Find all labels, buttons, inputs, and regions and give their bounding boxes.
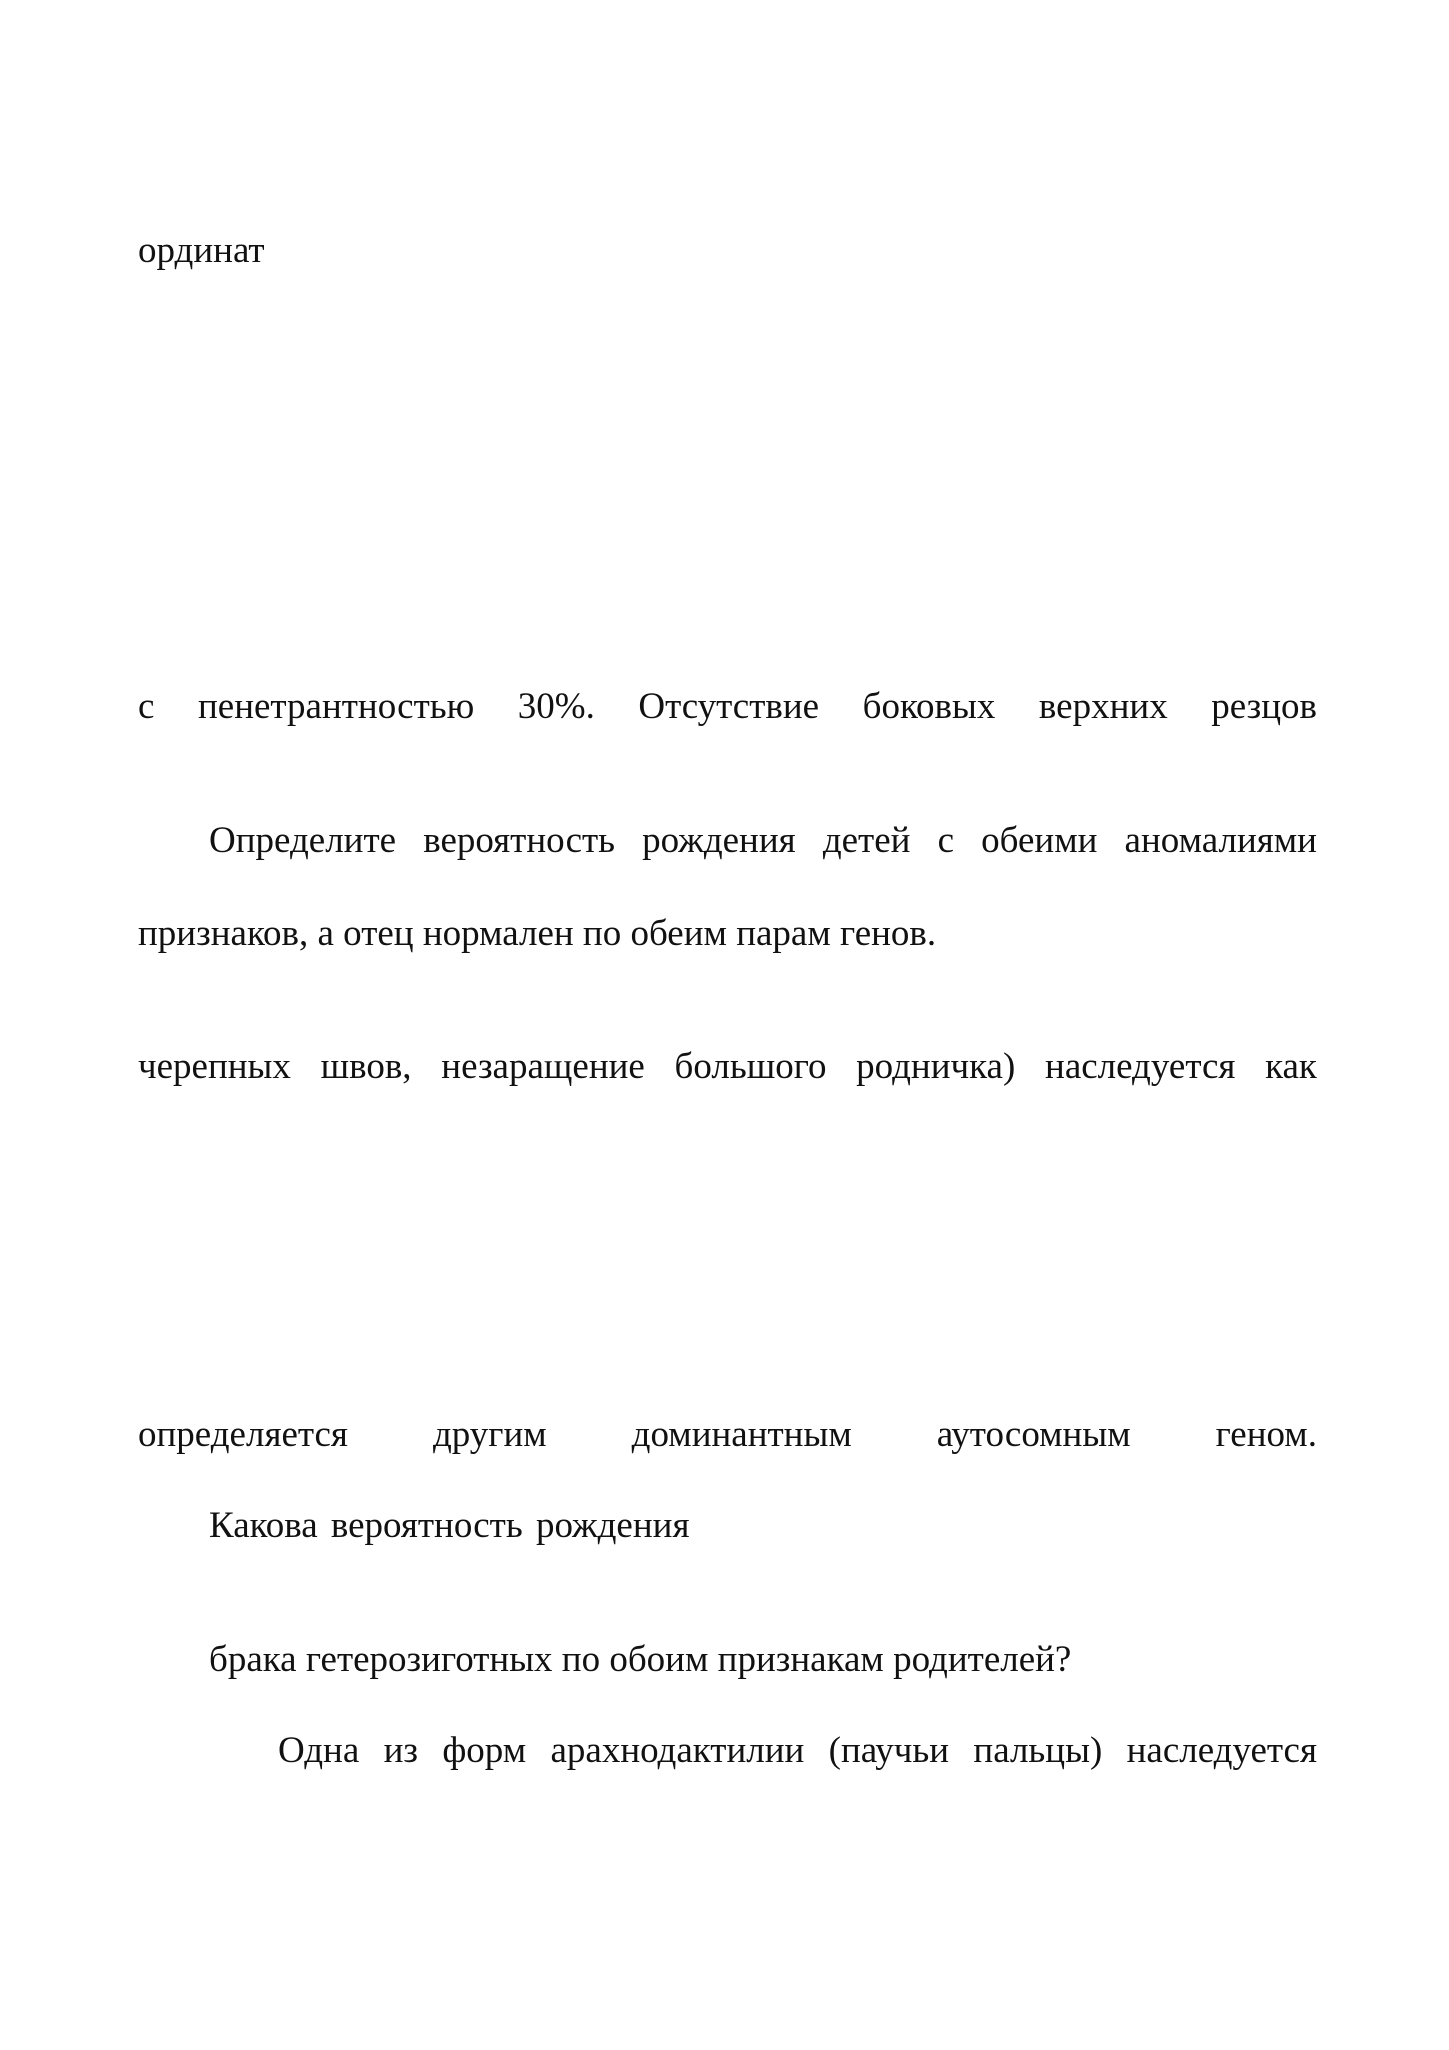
word: вероятность bbox=[423, 820, 616, 861]
word: верхних bbox=[1038, 686, 1168, 727]
text-line-arachnodactyly bbox=[278, 1732, 1317, 1769]
word: резцов bbox=[1211, 686, 1317, 727]
text-line-ordinat: ординат bbox=[138, 230, 265, 271]
word: наследуется bbox=[1045, 1046, 1236, 1087]
word: форм bbox=[442, 1730, 527, 1771]
word: с bbox=[937, 820, 955, 861]
word: большого bbox=[674, 1046, 827, 1087]
word: (паучьи bbox=[828, 1730, 950, 1771]
word: геном. bbox=[1215, 1414, 1317, 1455]
word: из bbox=[383, 1730, 419, 1771]
word: определяется bbox=[138, 1414, 348, 1455]
text-line-cranial-sutures bbox=[138, 1048, 1317, 1085]
word: пенетрантностью bbox=[197, 686, 475, 727]
word: аутосомным bbox=[936, 1414, 1131, 1455]
text-line-father-normal: признаков, а отец нормален по обеим парам генов. bbox=[138, 913, 937, 954]
word: родничка) bbox=[856, 1046, 1016, 1087]
word: арахнодактилии bbox=[550, 1730, 805, 1771]
word: рождения bbox=[642, 820, 796, 861]
word: другим bbox=[432, 1414, 547, 1455]
word: Одна bbox=[278, 1730, 360, 1771]
word: аномалиями bbox=[1124, 820, 1317, 861]
word: Отсутствие bbox=[638, 686, 820, 727]
text-line-determined-by-gene bbox=[138, 1416, 1317, 1453]
word: Определите bbox=[209, 820, 397, 861]
text-line-what-probability: Какова вероятность рождения bbox=[209, 1505, 690, 1546]
word: детей bbox=[822, 820, 911, 861]
word: 30%. bbox=[517, 686, 595, 727]
word: наследуется bbox=[1126, 1730, 1317, 1771]
text-line-determine-probability bbox=[209, 822, 1317, 859]
word: боковых bbox=[862, 686, 996, 727]
text-line-penetrance bbox=[138, 688, 1317, 725]
word: пальцы) bbox=[973, 1730, 1103, 1771]
word: с bbox=[138, 686, 155, 727]
word: швов, bbox=[320, 1046, 412, 1087]
word: незаращение bbox=[441, 1046, 645, 1087]
word: доминантным bbox=[631, 1414, 852, 1455]
word: обеими bbox=[981, 820, 1098, 861]
text-line-heterozygous-parents: брака гетерозиготных по обоим признакам родителей? bbox=[209, 1639, 1072, 1680]
word: как bbox=[1265, 1046, 1317, 1087]
word: черепных bbox=[138, 1046, 291, 1087]
